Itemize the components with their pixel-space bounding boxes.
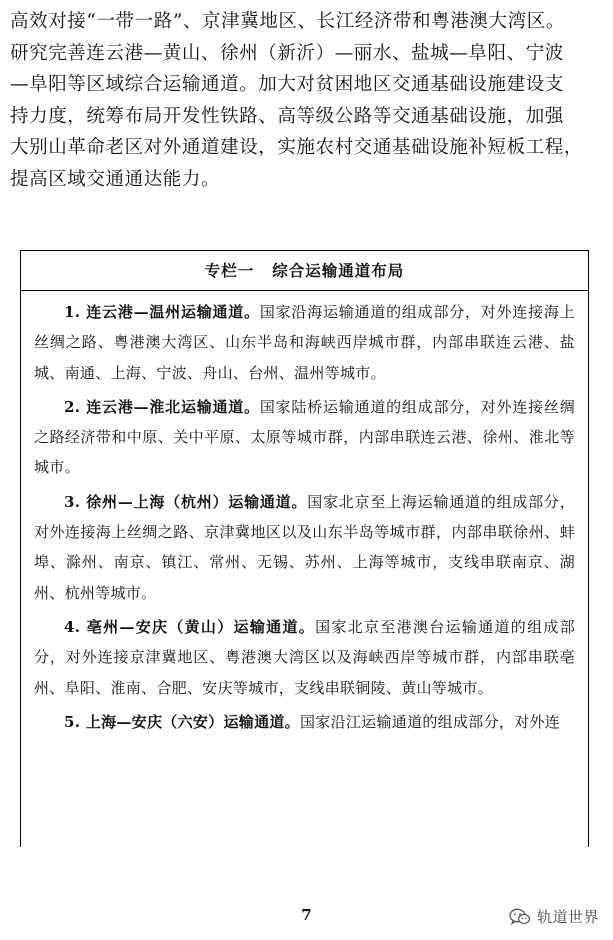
corridor-description: 国家北京至上海运输通道的组成部分，对外连接海上丝绸之路、京津冀地区以及山东半岛等城市群，内部串联徐州、蚌埠、滁州、南京、镇江、常州、无锡、苏州、上海等城市，支线串联南京、湖州、杭州等城市。 <box>34 492 575 602</box>
page-number: 7 <box>301 906 312 924</box>
corridor-description: 国家陆桥运输通道的组成部分，对外连接丝绸之路经济带和中原、关中平原、太原等城市群，内部串联连云港、徐州、淮北等城市。 <box>34 397 575 477</box>
box-content <box>21 291 588 737</box>
body-paragraph <box>10 6 604 195</box>
box-title-text: 综合运输通道布局 <box>272 261 405 280</box>
corridor-entry <box>34 612 575 703</box>
corridor-heading: 3. 徐州—上海（杭州）运输通道。 <box>64 492 308 511</box>
corridor-description: 国家沿海运输通道的组成部分，对外连接海上丝绸之路、粤港澳大湾区、山东半岛和海峡西岸城市群，内部串联连云港、盐城、南通、上海、宁波、舟山、台州、温州等城市。 <box>34 303 575 382</box>
corridor-entry <box>34 392 575 483</box>
sidebar-box-transport-corridors <box>20 250 589 847</box>
corridor-entry <box>34 297 575 388</box>
corridor-entry <box>34 487 575 608</box>
corridor-heading: 5. 上海—安庆（六安）运输通道。 <box>64 712 300 731</box>
corridor-heading: 4. 亳州—安庆（黄山）运输通道。 <box>64 617 316 636</box>
corridor-description: 国家北京至港澳台运输通道的组成部分，对外连接京津冀地区、粤港澳大湾区以及海峡西岸等城市群，内部串联亳州、阜阳、淮南、合肥、安庆等城市，支线串联铜陵、黄山等城市。 <box>34 617 575 697</box>
body-line: 研究完善连云港—黄山、徐州（新沂）—丽水、盐城—阜阳、宁波 <box>10 42 564 64</box>
watermark <box>509 906 599 927</box>
corridor-heading: 2. 连云港—淮北运输通道。 <box>64 397 260 416</box>
body-line: 持力度，统筹布局开发性铁路、高等级公路等交通基础设施，加强 <box>10 105 564 127</box>
body-line: —阜阳等区域综合运输通道。加大对贫困地区交通基础设施建设支 <box>10 74 564 95</box>
wechat-icon <box>509 908 531 926</box>
box-title <box>21 251 588 291</box>
corridor-description: 国家沿江运输通道的组成部分，对外连 <box>299 712 561 731</box>
body-line: 高效对接“一带一路”、京津冀地区、长江经济带和粤港澳大湾区。 <box>10 11 565 32</box>
box-title-prefix: 专栏一 <box>204 261 255 280</box>
corridor-heading: 1. 连云港—温州运输通道。 <box>64 303 260 321</box>
body-line: 提高区域交通通达能力。 <box>10 168 221 190</box>
body-line: 大别山革命老区对外通道建设，实施农村交通基础设施补短板工程， <box>10 137 584 158</box>
watermark-text: 轨道世界 <box>536 908 599 926</box>
corridor-entry <box>34 707 575 737</box>
